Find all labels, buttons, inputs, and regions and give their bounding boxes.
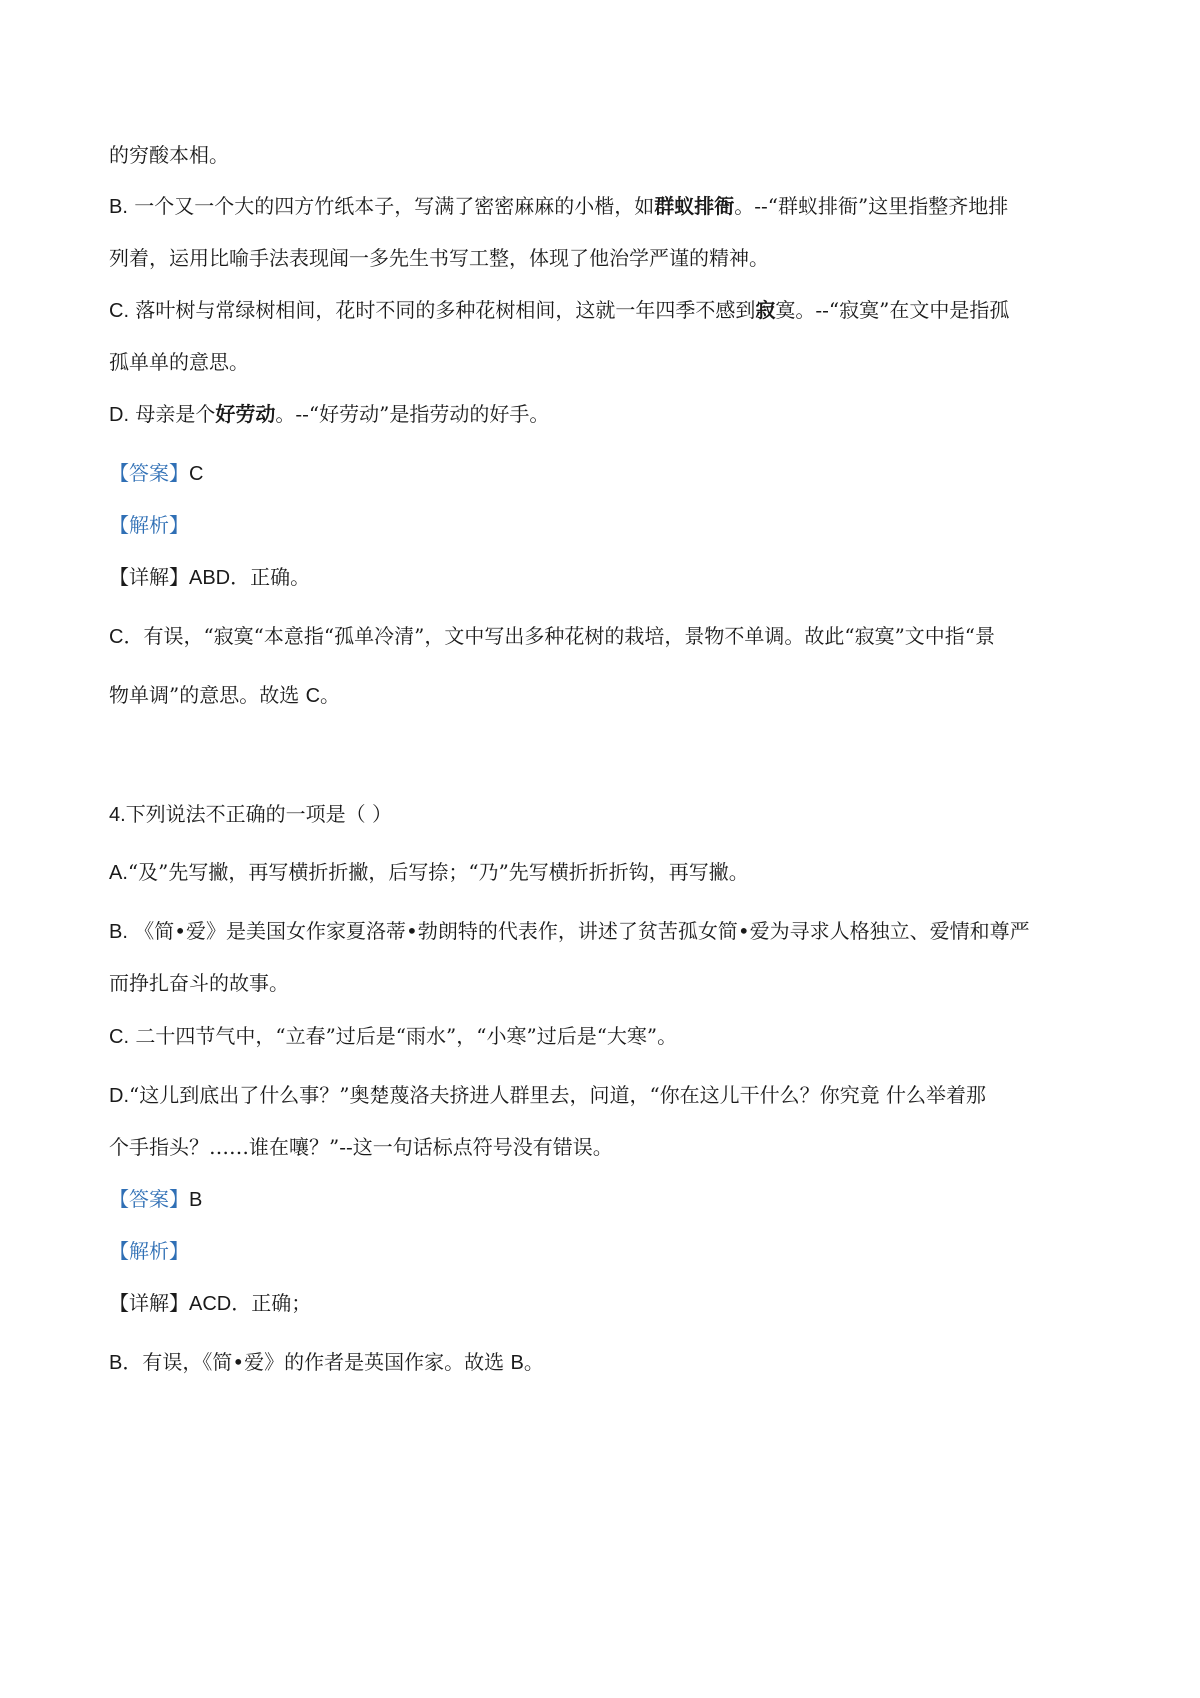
q3-answer — [109, 459, 1099, 488]
q3-option-d — [109, 400, 1099, 429]
q4-option-c-label: C. — [109, 1026, 129, 1048]
q4-answer-value: B — [189, 1189, 203, 1211]
q3-option-b-text-pre: 一个又一个大的四方竹纸本子，写满了密密麻麻的小楷，如 — [134, 194, 655, 218]
q3-option-b-line2 — [109, 244, 1099, 272]
q3-analysis — [109, 511, 1099, 539]
q4-stem — [109, 800, 1099, 829]
q3-detail-value: ABD．正确。 — [189, 567, 311, 589]
q4-option-c — [109, 1022, 1099, 1051]
q3-option-c-text-pre: 落叶树与常绿树相间，花时不同的多种花树相间，这就一年四季不感到 — [135, 298, 756, 322]
q3-option-c-text-post: 寞。--“寂寞”在文中是指孤 — [775, 298, 1010, 322]
q4-option-d-text: “这儿到底出了什么事？”奥楚蔑洛夫挤进人群里去，问道，“你在这儿干什么？你究竟 什么举着那 — [129, 1083, 987, 1107]
q3-option-b-text-post: 。--“群蚁排衙”这里指整齐地排 — [734, 194, 1009, 218]
q4-option-a-text: “及”先写撇，再写横折折撇，后写捺；“乃”先写横折折折钩，再写撇。 — [127, 860, 749, 884]
q3-explanation-line2 — [109, 681, 1099, 710]
q3-explanation-label: C — [109, 626, 124, 648]
q3-option-c-line2-text: 孤单单的意思。 — [109, 350, 249, 374]
q4-option-b-text: 《简•爱》是美国女作家夏洛蒂•勃朗特的代表作，讲述了贫苦孤女简•爱为寻求人格独立、爱情和尊严 — [134, 919, 1030, 943]
q4-answer — [109, 1185, 1099, 1214]
q4-stem-text: 下列说法不正确的一项是（ ） — [125, 802, 393, 826]
q3-continuation-text: 的穷酸本相。 — [109, 143, 229, 167]
q3-explanation-line2-post: 。 — [320, 683, 341, 707]
q3-option-c-label: C. — [109, 300, 129, 322]
q4-option-b-line2 — [109, 969, 1099, 997]
q3-answer-tag: 【答案】 — [109, 461, 189, 485]
q4-option-d — [109, 1081, 1099, 1110]
q4-number: 4. — [109, 804, 126, 826]
q3-explanation-line2-pre: 物单调”的意思。故选 — [109, 683, 306, 707]
q3-option-b — [109, 192, 1099, 221]
q3-option-b-label: B. — [109, 196, 128, 218]
q3-option-c-line2 — [109, 348, 1099, 376]
q4-option-b — [109, 917, 1099, 946]
q3-option-b-line2-text: 列着，运用比喻手法表现闻一多先生书写工整，体现了他治学严谨的精神。 — [109, 246, 769, 270]
q4-analysis-tag: 【解析】 — [109, 1239, 189, 1263]
q3-option-c — [109, 296, 1099, 325]
q3-answer-value: C — [189, 463, 204, 485]
q4-option-d-line2 — [109, 1133, 1099, 1161]
q4-option-d-label: D. — [109, 1085, 129, 1107]
q3-option-b-bold-phrase: 群蚁排衙 — [654, 194, 735, 218]
q4-option-b-line2-text: 而挣扎奋斗的故事。 — [109, 971, 289, 995]
q4-option-c-text: 二十四节气中，“立春”过后是“雨水”，“小寒”过后是“大寒”。 — [135, 1024, 678, 1048]
q4-detail — [109, 1289, 1099, 1318]
q4-option-d-line2-text: 个手指头？……谁在嚷？”--这一句话标点符号没有错误。 — [109, 1135, 613, 1159]
q4-detail-value: ACD．正确； — [189, 1293, 312, 1315]
q4-detail-tag: 【详解】 — [109, 1291, 189, 1315]
q3-option-d-bold-phrase: 好劳动 — [215, 402, 276, 426]
q4-analysis — [109, 1237, 1099, 1265]
q3-explanation — [109, 622, 1099, 651]
q3-option-c-bold-char: 寂 — [755, 298, 776, 322]
q3-option-d-label: D. — [109, 404, 129, 426]
q4-option-b-label: B. — [109, 921, 128, 943]
q3-explanation-line2-answer: C — [305, 685, 321, 707]
q3-detail-tag: 【详解】 — [109, 565, 189, 589]
q4-explanation-answer: B — [510, 1352, 524, 1374]
q3-analysis-tag: 【解析】 — [109, 513, 189, 537]
q4-option-a — [109, 858, 1099, 887]
q4-explanation-post: 。 — [523, 1350, 544, 1374]
q3-continuation-line — [109, 141, 1099, 169]
q4-answer-tag: 【答案】 — [109, 1187, 189, 1211]
q3-option-d-text-pre: 母亲是个 — [135, 402, 216, 426]
q4-explanation-text-pre: ．有误，《简•爱》的作者是英国作家。故选 — [122, 1350, 511, 1374]
q4-option-a-label: A. — [109, 862, 128, 884]
q3-explanation-line1: ．有误，“寂寞“本意指“孤单冷清”，文中写出多种花树的栽培，景物不单调。故此“寂寞”文中指“景 — [123, 624, 996, 648]
q3-detail — [109, 563, 1099, 592]
q4-explanation — [109, 1348, 1099, 1377]
q4-explanation-label: B — [109, 1352, 123, 1374]
q3-option-d-text-post: 。--“好劳动”是指劳动的好手。 — [275, 402, 550, 426]
